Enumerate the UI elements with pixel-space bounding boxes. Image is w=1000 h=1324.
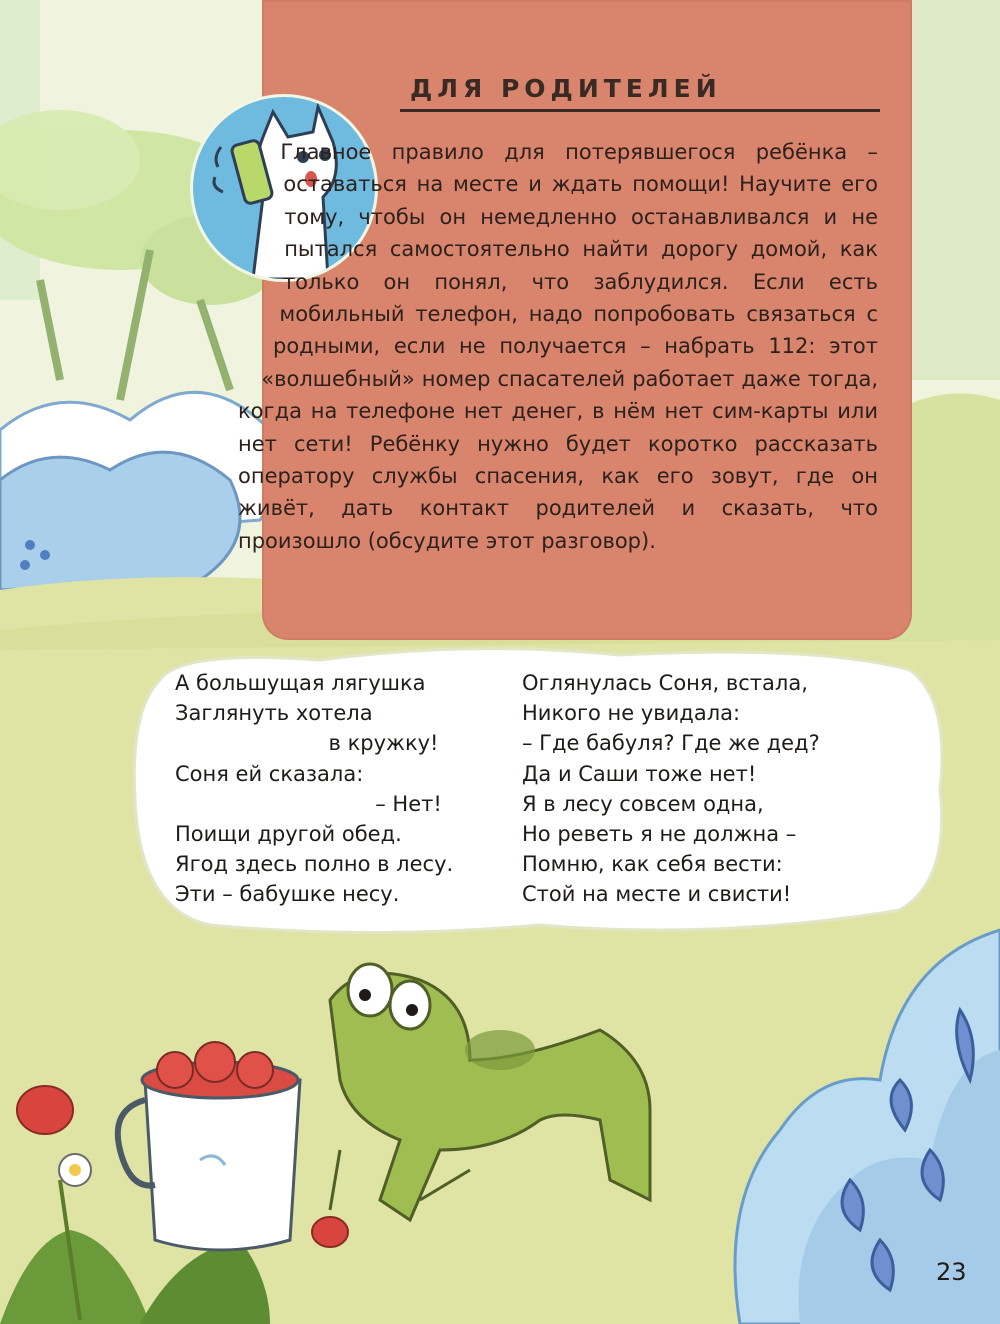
page-number: 23 [936, 1258, 967, 1286]
parents-section-text: Главное правило для потерявшегося ребёнка – оставаться на месте и ждать помощи! Научите его тому, чтобы он немедленно останавливался и не пытался самостоятельно найти дорогу домой, как только он понял, что заблудился. Если есть мобильный телефон, надо попробовать связаться с родными, если не получается – набрать 112: этот «волшебный» номер спасателей работает даже тогда, когда на телефоне нет денег, в нём нет сим-карты или нет сети! Ребёнку нужно будет коротко рассказать оператору службы спасения, как его зовут, где он живёт, дать контакт родителей и сказать, что произошло (обсудите этот разговор). [238, 140, 878, 553]
title-underline [400, 109, 880, 112]
parents-section-text-block [238, 136, 878, 557]
parents-section-title: ДЛЯ РОДИТЕЛЕЙ [410, 74, 722, 103]
poem-right-column: Оглянулась Соня, встала, Никого не увидала: – Где бабуля? Где же дед? Да и Саши тоже нет! Я в лесу совсем одна, Но реветь я не должна – Помню, как себя вести: Стой на месте и свисти! [522, 671, 820, 907]
poem-left-column: А большущая лягушка Заглянуть хотела в кружку! Соня ей сказала: – Нет! Поищи другой обед. Ягод здесь полно в лесу. Эти – бабушке несу. [175, 671, 454, 907]
